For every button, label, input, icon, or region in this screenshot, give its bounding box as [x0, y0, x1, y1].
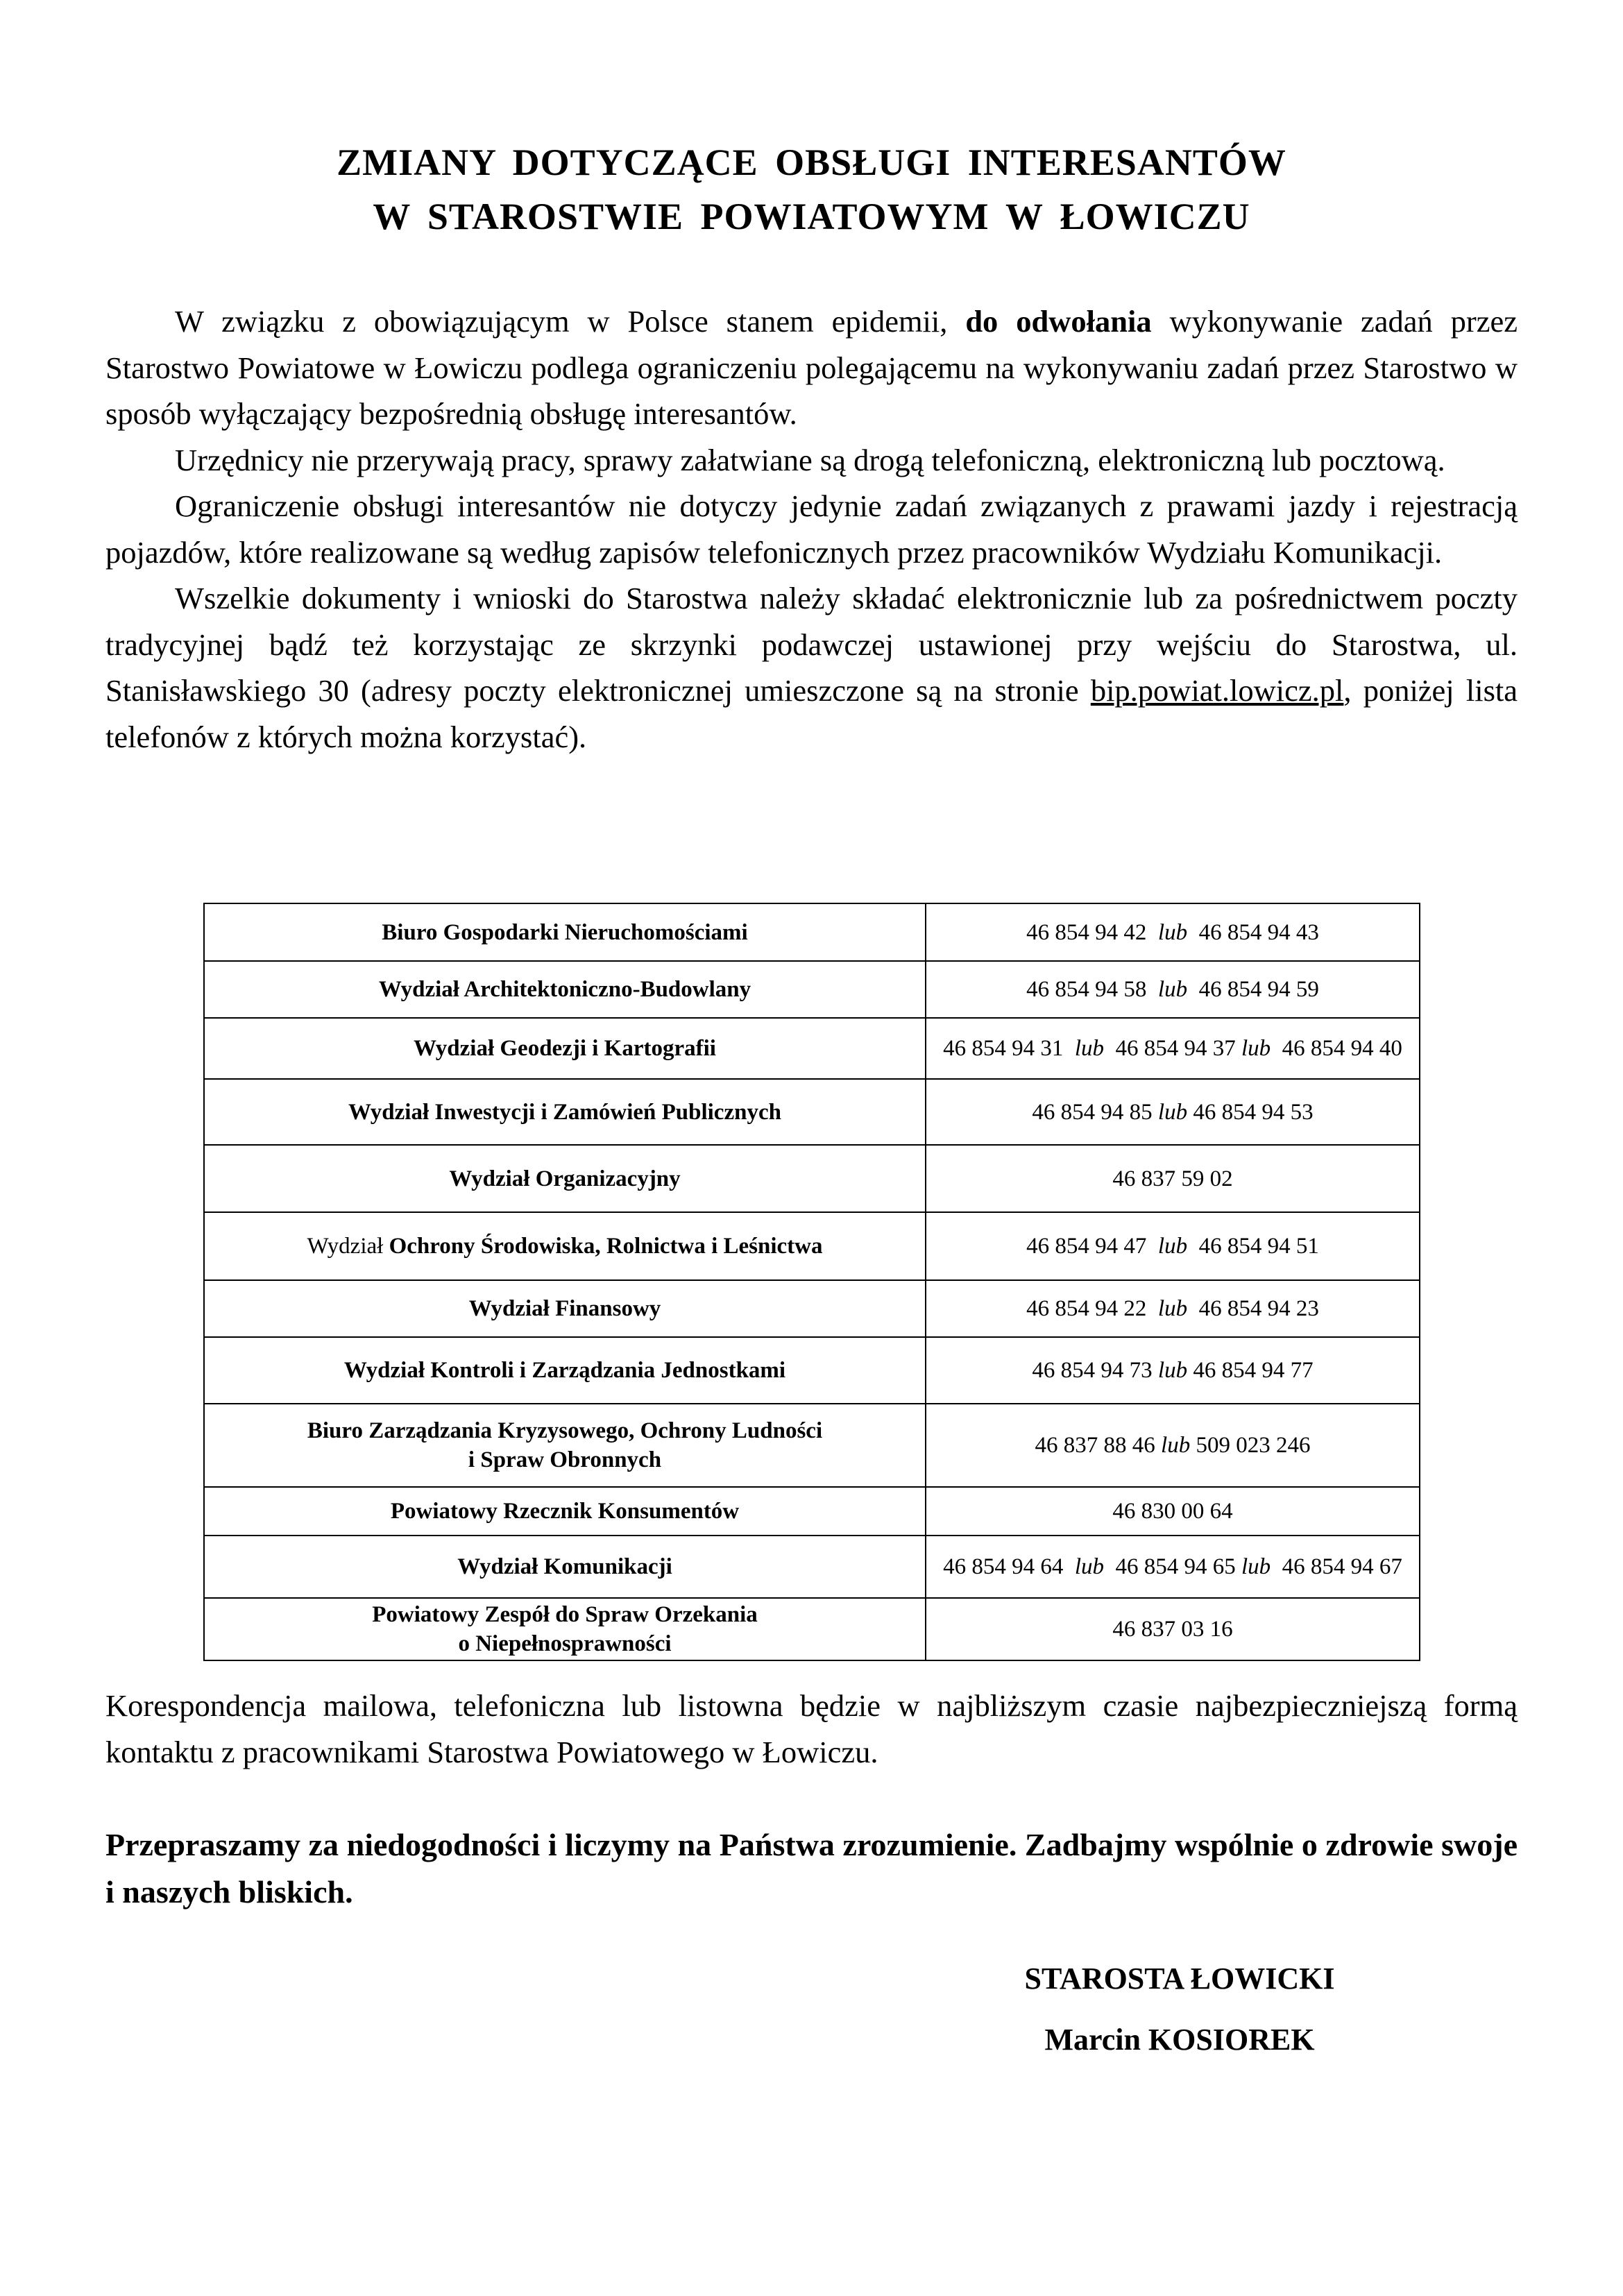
phone-number: 46 854 94 31 [943, 1036, 1064, 1061]
department-name: Powiatowy Rzecznik Konsumentów [204, 1487, 926, 1536]
phone-numbers [926, 903, 1420, 961]
phone-numbers [926, 1536, 1420, 1598]
department-name [204, 1212, 926, 1280]
phone-number: 46 854 94 58 [1026, 977, 1147, 1002]
separator-lub: lub [1074, 1036, 1104, 1061]
title-line-1: ZMIANY DOTYCZĄCE OBSŁUGI INTERESANTÓW [337, 142, 1286, 183]
table-row [204, 961, 1420, 1018]
phone-number: 46 854 94 67 [1282, 1554, 1402, 1579]
paragraph-epidemic [105, 298, 1518, 437]
separator-lub: lub [1161, 1433, 1191, 1458]
table-row [204, 1145, 1420, 1212]
table-row [204, 1018, 1420, 1079]
department-name: Biuro Gospodarki Nieruchomościami [204, 903, 926, 961]
department-name: Wydział Inwestycji i Zamówień Publicznych [204, 1079, 926, 1145]
phone-number: 46 854 94 53 [1193, 1099, 1314, 1125]
title-line-2: W STAROSTWIE POWIATOWYM W ŁOWICZU [373, 196, 1250, 237]
separator-lub: lub [1157, 1296, 1188, 1321]
department-name: Wydział Finansowy [204, 1280, 926, 1337]
paragraph-documents [105, 575, 1518, 760]
phone-numbers [926, 1145, 1420, 1212]
signature-title: STAROSTA ŁOWICKI [1024, 1962, 1335, 1996]
phone-number: 46 837 59 02 [1112, 1166, 1233, 1191]
department-line-2: o Niepełnosprawności [458, 1631, 672, 1656]
separator-lub: lub [1074, 1554, 1104, 1579]
department-name [204, 1598, 926, 1660]
department-line-1: Powiatowy Zespół do Spraw Orzekania [372, 1602, 758, 1627]
department-name: Wydział Architektoniczno-Budowlany [204, 961, 926, 1018]
phone-numbers [926, 961, 1420, 1018]
department-line-2: i Spraw Obronnych [468, 1447, 662, 1472]
p1-text-start: W związku z obowiązującym w Polsce stanem epidemii, [175, 304, 966, 339]
p1-text-end: wykonywanie zadań przez Starostwo Powiatowe w Łowiczu podlega ograniczeniu polegającemu na wykonywaniu zadań przez Starostwo w sposób wyłączający bezpośrednią obsługę interesantów. [105, 304, 1518, 431]
table-row [204, 1487, 1420, 1536]
department-name: Wydział Komunikacji [204, 1536, 926, 1598]
phone-number: 46 854 94 47 [1026, 1234, 1147, 1259]
separator-lub: lub [1157, 977, 1188, 1002]
table-row [204, 1536, 1420, 1598]
phone-number: 46 837 03 16 [1112, 1617, 1233, 1642]
phone-number: 46 854 94 85 [1032, 1099, 1153, 1125]
phone-number: 46 854 94 65 [1115, 1554, 1236, 1579]
department-name: Wydział Kontroli i Zarządzania Jednostkami [204, 1337, 926, 1404]
phone-number: 46 854 94 51 [1198, 1234, 1319, 1259]
phone-number: 46 854 94 37 [1115, 1036, 1236, 1061]
table-row [204, 1337, 1420, 1404]
phone-number: 46 854 94 64 [943, 1554, 1064, 1579]
phone-numbers [926, 1280, 1420, 1337]
table-row [204, 1280, 1420, 1337]
p4-text-start: Wszelkie dokumenty i wnioski do Starostwa należy składać elektronicznie lub za pośrednictwem poczty tradycyjnej bądź też korzystając ze skrzynki podawczej ustawionej przy wejściu do Starostwa, ul. Stanisławskiego 30 (adresy poczty elektronicznej umieszczone są na stronie [105, 581, 1518, 708]
separator-lub: lub [1157, 1099, 1188, 1125]
department-name [204, 1404, 926, 1487]
separator-lub: lub [1157, 1234, 1188, 1259]
closing-text: Korespondencja mailowa, telefoniczna lub listowna będzie w najbliższym czasie najbezpieczniejszą formą kontaktu z pracownikami Starostwa Powiatowego w Łowiczu. [105, 1688, 1518, 1769]
separator-lub: lub [1241, 1554, 1271, 1579]
p4-text-end: , poniżej lista telefonów z których można korzystać). [105, 673, 1518, 754]
table-row [204, 903, 1420, 961]
phone-number: 46 854 94 42 [1026, 919, 1147, 945]
department-prefix: Wydział [307, 1234, 384, 1259]
phone-number: 46 854 94 22 [1026, 1296, 1147, 1321]
phone-number: 46 830 00 64 [1112, 1499, 1233, 1524]
document-title [104, 135, 1519, 244]
phone-number: 46 854 94 77 [1193, 1358, 1314, 1383]
signature-block [937, 1948, 1422, 2070]
phone-numbers [926, 1212, 1420, 1280]
signature-name: Marcin KOSIOREK [1044, 2023, 1315, 2057]
table-row [204, 1079, 1420, 1145]
closing-paragraph [105, 1683, 1518, 1775]
bip-link[interactable]: bip.powiat.lowicz.pl [1090, 673, 1344, 708]
phone-numbers [926, 1018, 1420, 1079]
paragraph-officials: Urzędnicy nie przerywają pracy, sprawy załatwiane są drogą telefoniczną, elektroniczną lub pocztową. [175, 442, 1445, 477]
separator-lub: lub [1241, 1036, 1271, 1061]
separator-lub: lub [1157, 1358, 1188, 1383]
document-body [105, 298, 1518, 760]
phone-number: 46 854 94 40 [1282, 1036, 1402, 1061]
table-row [204, 1404, 1420, 1487]
p1-bold-phrase: do odwołania [965, 304, 1152, 339]
apology-text: Przepraszamy za niedogodności i liczymy na Państwa zrozumienie. Zadbajmy wspólnie o zdrowie swoje i naszych bliskich. [105, 1827, 1518, 1910]
table-row [204, 1598, 1420, 1660]
department-suffix: Ochrony Środowiska, Rolnictwa i Leśnictwa [389, 1234, 823, 1259]
paragraph-limitation: Ograniczenie obsługi interesantów nie dotyczy jedynie zadań związanych z prawami jazdy i rejestracją pojazdów, które realizowane są według zapisów telefonicznych przez pracowników Wydziału Komunikacji. [105, 488, 1518, 570]
department-name: Wydział Organizacyjny [204, 1145, 926, 1212]
phone-numbers [926, 1598, 1420, 1660]
phone-number: 509 023 246 [1196, 1433, 1311, 1458]
phone-number: 46 854 94 43 [1198, 919, 1319, 945]
department-name: Wydział Geodezji i Kartografii [204, 1018, 926, 1079]
phone-number: 46 854 94 23 [1198, 1296, 1319, 1321]
table-row [204, 1212, 1420, 1280]
phone-number: 46 837 88 46 [1035, 1433, 1155, 1458]
apology-paragraph [105, 1821, 1518, 1916]
separator-lub: lub [1157, 919, 1188, 945]
phone-numbers [926, 1487, 1420, 1536]
contacts-table [203, 903, 1420, 1661]
phone-numbers [926, 1079, 1420, 1145]
phone-numbers [926, 1404, 1420, 1487]
phone-number: 46 854 94 59 [1198, 977, 1319, 1002]
phone-number: 46 854 94 73 [1032, 1358, 1153, 1383]
department-line-1: Biuro Zarządzania Kryzysowego, Ochrony Ludności [307, 1418, 823, 1443]
phone-numbers [926, 1337, 1420, 1404]
